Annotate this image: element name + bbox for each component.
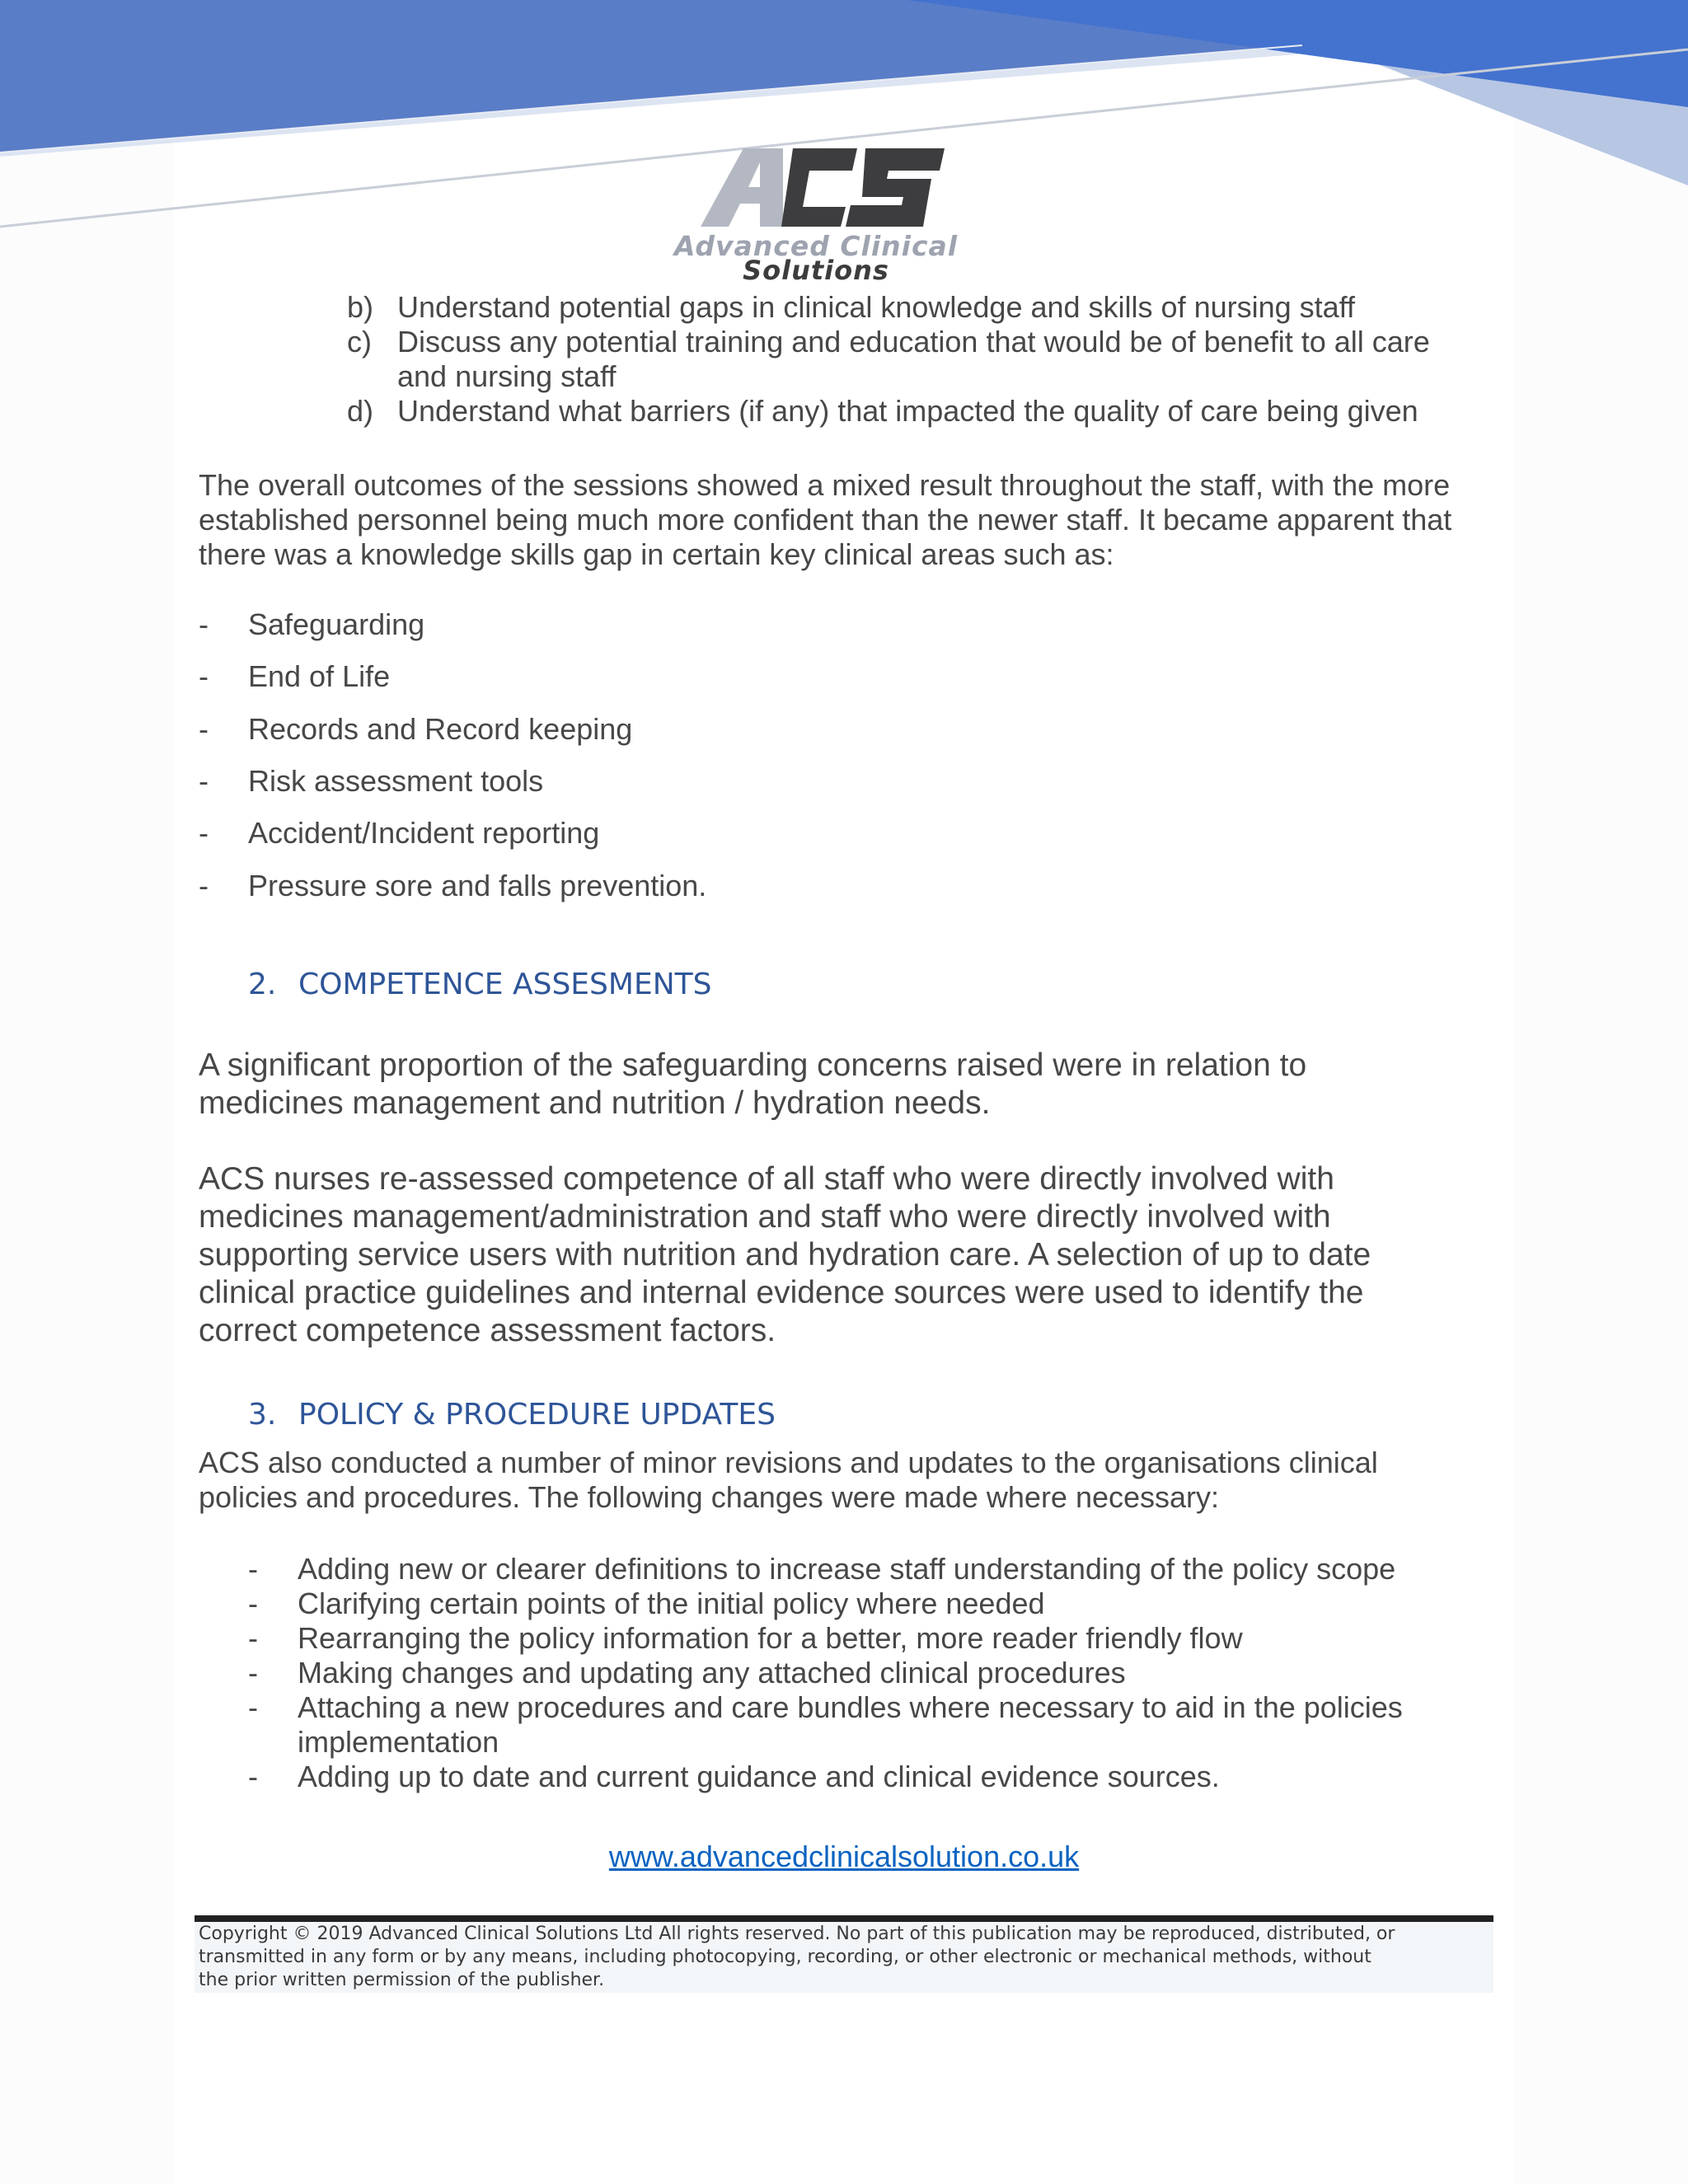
- list-dash: -: [248, 1760, 258, 1793]
- list-item: Making changes and updating any attached clinical procedures: [298, 1656, 1126, 1690]
- list-item: Clarifying certain points of the initial policy where needed: [298, 1586, 1045, 1620]
- paragraph-line: clinical practice guidelines and internal evidence sources were used to identify the: [199, 1275, 1364, 1310]
- list-item: Adding up to date and current guidance and clinical evidence sources.: [298, 1760, 1220, 1793]
- paragraph-line: ACS nurses re-assessed competence of all staff who were directly involved with: [199, 1161, 1334, 1197]
- copyright-line: transmitted in any form or by any means, including photocopying, recording, or other electronic or mechanical methods, without: [199, 1947, 1372, 1967]
- objective-marker: c): [347, 325, 372, 359]
- list-dash: -: [248, 1621, 258, 1655]
- list-item: Rearranging the policy information for a better, more reader friendly flow: [298, 1621, 1243, 1655]
- list-dash: -: [248, 1586, 258, 1620]
- objective-marker: b): [347, 290, 374, 324]
- list-item: Attaching a new procedures and care bundles where necessary to aid in the policies: [298, 1690, 1403, 1724]
- company-logo: [659, 144, 973, 284]
- list-item: Risk assessment tools: [248, 764, 544, 798]
- objective-text: Understand what barriers (if any) that impacted the quality of care being given: [397, 394, 1418, 428]
- footer-divider: [195, 1915, 1493, 1922]
- list-dash: -: [248, 1656, 258, 1690]
- list-dash: -: [199, 659, 209, 693]
- objective-marker: d): [347, 394, 374, 428]
- objective-text: and nursing staff: [397, 359, 617, 393]
- list-dash: -: [199, 764, 209, 798]
- list-item: Adding new or clearer definitions to increase staff understanding of the policy scope: [298, 1552, 1396, 1586]
- section-3-number: 3.: [248, 1398, 277, 1432]
- list-item-continuation: implementation: [298, 1725, 499, 1759]
- list-dash: -: [199, 712, 209, 746]
- section-3-title: POLICY & PROCEDURE UPDATES: [298, 1398, 776, 1432]
- paragraph-line: The overall outcomes of the sessions showed a mixed result throughout the staff, with the more: [199, 468, 1451, 502]
- objective-text: Understand potential gaps in clinical knowledge and skills of nursing staff: [397, 290, 1356, 324]
- section-2-number: 2.: [248, 968, 277, 1001]
- paragraph-line: correct competence assessment factors.: [199, 1313, 776, 1348]
- paragraph-line: there was a knowledge skills gap in certain key clinical areas such as:: [199, 537, 1114, 571]
- list-item: Pressure sore and falls prevention.: [248, 869, 707, 902]
- paragraph-line: medicines management and nutrition / hydration needs.: [199, 1085, 991, 1121]
- website-link[interactable]: www.advancedclinicalsolution.co.uk: [608, 1840, 1080, 1873]
- paragraph-line: established personnel being much more confident than the newer staff. It became apparent that: [199, 503, 1452, 537]
- list-item: Records and Record keeping: [248, 712, 633, 746]
- list-dash: -: [199, 607, 209, 641]
- copyright-line: the prior written permission of the publisher.: [199, 1970, 605, 1990]
- paragraph-line: policies and procedures. The following changes were made where necessary:: [199, 1480, 1220, 1514]
- paragraph-line: A significant proportion of the safeguarding concerns raised were in relation to: [199, 1047, 1307, 1083]
- logo-mark-acs: [701, 144, 948, 231]
- paragraph-line: ACS also conducted a number of minor revisions and updates to the organisations clinical: [199, 1446, 1378, 1479]
- logo-text-advanced-clinical: Advanced Clinical: [673, 230, 959, 262]
- list-dash: -: [248, 1552, 258, 1586]
- paragraph-line: medicines management/administration and staff who were directly involved with: [199, 1199, 1331, 1235]
- list-dash: -: [248, 1690, 258, 1724]
- paragraph-line: supporting service users with nutrition and hydration care. A selection of up to date: [199, 1237, 1372, 1272]
- section-2-title: COMPETENCE ASSESMENTS: [298, 968, 712, 1001]
- list-item: Accident/Incident reporting: [248, 816, 600, 850]
- list-item: Safeguarding: [248, 607, 425, 641]
- list-dash: -: [199, 869, 209, 902]
- logo-text-solutions: Solutions: [743, 255, 889, 286]
- list-dash: -: [199, 816, 209, 850]
- list-item: End of Life: [248, 659, 391, 693]
- objective-text: Discuss any potential training and education that would be of benefit to all care: [397, 325, 1430, 359]
- copyright-line: Copyright © 2019 Advanced Clinical Solutions Ltd All rights reserved. No part of this publication may be reproduced, distributed, or: [199, 1924, 1395, 1944]
